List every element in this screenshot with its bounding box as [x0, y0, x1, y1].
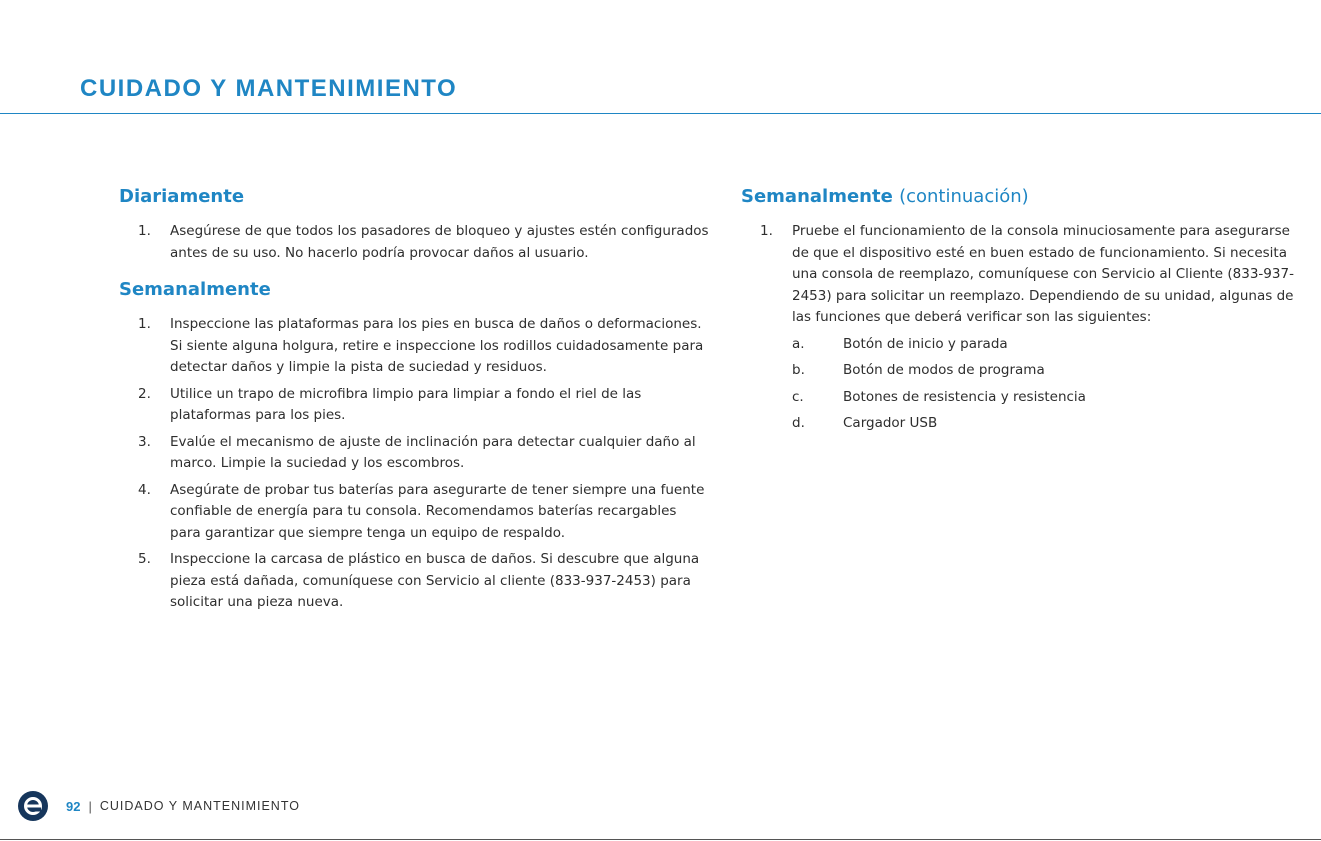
left-column: [119, 185, 709, 619]
list-item: [741, 221, 1301, 435]
continued-label: (continuación): [899, 186, 1029, 207]
list-item: [119, 549, 709, 614]
list-item: [119, 384, 709, 427]
list-item-number: 2.: [138, 385, 151, 402]
page-footer: [18, 791, 300, 821]
sublist-item: [792, 413, 1301, 435]
page-number: 92: [66, 798, 81, 814]
list-item-text: Evalúe el mecanismo de ajuste de inclinación para detectar cualquier daño al marco. Limpie la suciedad y los escombros.: [170, 433, 696, 471]
footer-section-title: CUIDADO Y MANTENIMIENTO: [99, 799, 300, 813]
list-item-text: Utilice un trapo de microfibra limpio para limpiar a fondo el riel de las plataformas para los pies.: [170, 385, 642, 423]
list-item-text: Inspeccione las plataformas para los pies en busca de daños o deformaciones. Si siente alguna holgura, retire e inspeccione los rodillos cuidadosamente para detectar daños y limpie la pista de suciedad y residuos.: [170, 316, 704, 375]
list-item-number: 3.: [138, 433, 151, 450]
sublist-item-text: Botón de modos de programa: [843, 362, 1045, 378]
sublist-item-text: Cargador USB: [843, 415, 938, 431]
list-item: [119, 314, 709, 379]
list-item: [119, 221, 709, 264]
list-item-number: 1.: [138, 223, 151, 239]
title-divider: [0, 113, 1321, 114]
page-title: CUIDADO Y MANTENIMIENTO: [80, 75, 458, 102]
list-item: [119, 432, 709, 475]
function-sublist: [792, 334, 1301, 435]
footer-separator: |: [88, 798, 92, 814]
daily-heading: Diariamente: [119, 186, 245, 207]
list-item-text: Inspeccione la carcasa de plástico en busca de daños. Si descubre que alguna pieza está dañada, comuníquese con Servicio al cliente (833-937-2453) para solicitar una pieza nueva.: [170, 551, 700, 610]
sublist-item: [792, 334, 1301, 356]
right-column: [741, 185, 1301, 440]
sublist-item-letter: b.: [792, 362, 805, 378]
sublist-item: [792, 387, 1301, 409]
sublist-item-letter: a.: [792, 335, 805, 352]
weekly-continued-list: [741, 221, 1301, 435]
brand-e-logo-icon: [18, 791, 48, 821]
sublist-item-text: Botón de inicio y parada: [843, 335, 1008, 352]
weekly-heading: Semanalmente: [119, 279, 271, 300]
list-item-text: Pruebe el funcionamiento de la consola minuciosamente para asegurarse de que el dispositivo esté en buen estado de funcionamiento. Si necesita una consola de reemplazo, comuníquese con Servicio al Cliente (833-937-2453) para solicitar un reemplazo. Dependiendo de su unidad, algunas de las funciones que deberá verificar son las siguientes:: [792, 223, 1294, 325]
sublist-item-letter: d.: [792, 415, 805, 431]
list-item-number: 1.: [760, 223, 773, 239]
bottom-divider: [0, 839, 1321, 840]
weekly-list: [119, 314, 709, 614]
list-item-number: 4.: [138, 481, 151, 498]
daily-list: [119, 221, 709, 264]
list-item-text: Asegúrate de probar tus baterías para asegurarte de tener siempre una fuente confiable de energía para tu consola. Recomendamos baterías recargables para garantizar que siempre tenga un equipo de respaldo.: [170, 481, 705, 541]
list-item-number: 5.: [138, 551, 151, 567]
list-item-text: Asegúrese de que todos los pasadores de bloqueo y ajustes estén configurados antes de su uso. No hacerlo podría provocar daños al usuario.: [170, 223, 709, 261]
weekly-continued-title: Semanalmente: [741, 186, 893, 207]
sublist-item-letter: c.: [792, 388, 804, 405]
list-item-number: 1.: [138, 316, 151, 332]
sublist-item-text: Botones de resistencia y resistencia: [843, 388, 1086, 405]
weekly-continued-heading: [741, 185, 1301, 209]
sublist-item: [792, 360, 1301, 382]
list-item: [119, 480, 709, 545]
